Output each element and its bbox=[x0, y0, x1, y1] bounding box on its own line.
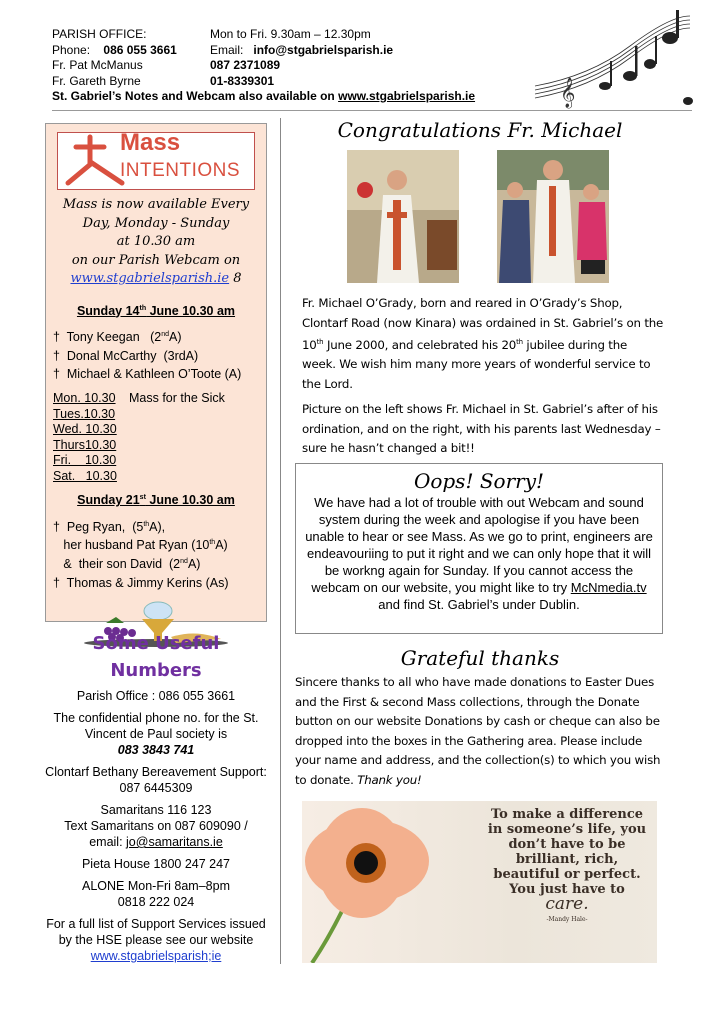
phone: 086 055 3661 bbox=[103, 42, 177, 57]
flower-image bbox=[302, 801, 472, 963]
intention-item: † Thomas & Jimmy Kerins (As) bbox=[53, 575, 229, 590]
hse-website-link[interactable]: www.stgabrielsparish;ie bbox=[90, 949, 222, 963]
quote-author: -Mandy Hale- bbox=[546, 916, 588, 923]
samaritans-email-link[interactable]: jo@samaritans.ie bbox=[126, 835, 223, 849]
alone-number: 0818 222 024 bbox=[117, 895, 195, 909]
logo-word-intentions: INTENTIONS bbox=[120, 160, 241, 181]
sunday1-heading: Sunday 14th June 10.30 am bbox=[76, 303, 236, 318]
hse-text: For a full list of Support Services issued by the HSE please see our website bbox=[46, 917, 266, 947]
alone-hours: ALONE Mon-Fri 8am–8pm bbox=[82, 879, 230, 893]
weekday-mass: Fri. 10.30 bbox=[53, 453, 117, 468]
oops-title: Oops! Sorry! bbox=[413, 469, 545, 493]
oops-body: We have had a lot of trouble with out Webcam and sound system during the week and apologise if you have been unable to hear or see Mass. As we go to print, engineers are endeavouriing to put it right and we can only hope that it will be workng again for Sunday. If you cannot access the webcam on our website, you might like to try McNmedia.tv and find St. Gabriel’s under Dublin. bbox=[305, 495, 653, 612]
congrats-title: Congratulations Fr. Michael bbox=[337, 118, 623, 142]
email-label: Email: bbox=[210, 42, 244, 57]
mcnmedia-link[interactable]: McNmedia.tv bbox=[570, 580, 647, 595]
weekday-mass: Tues.10.30 bbox=[53, 406, 116, 421]
mass-intentions-logo bbox=[57, 129, 255, 190]
sunday2-heading: Sunday 21st June 10.30 am bbox=[77, 493, 235, 508]
phone-label: Phone: bbox=[52, 42, 91, 57]
samaritans-text: Text Samaritans on 087 609090 / bbox=[64, 819, 248, 833]
mass-intro: Mass is now available Every Day, Monday - Sunday bbox=[62, 197, 250, 231]
intention-item: † Peg Ryan, (5thA), bbox=[53, 519, 166, 534]
office-label: PARISH OFFICE: bbox=[52, 27, 147, 41]
useful-title: Some Useful Numbers bbox=[92, 633, 220, 681]
weekday-mass: Wed. 10.30 bbox=[53, 422, 117, 437]
logo-word-mass: Mass bbox=[120, 129, 181, 156]
parish-office-number: Parish Office : 086 055 3661 bbox=[76, 689, 236, 703]
email-link[interactable]: info@stgabrielsparish.ie bbox=[253, 42, 394, 57]
samaritans-number: Samaritans 116 123 bbox=[100, 803, 212, 817]
oops-sorry-box bbox=[295, 463, 663, 634]
photo-fr-michael-with-parents bbox=[497, 150, 609, 283]
priest2: Fr. Gareth Byrne bbox=[52, 73, 141, 88]
music-notes-image bbox=[530, 6, 695, 111]
pieta-number: Pieta House 1800 247 247 bbox=[81, 857, 231, 871]
header-divider bbox=[52, 110, 692, 111]
intention-item: † Michael & Kathleen O’Toote (A) bbox=[53, 367, 242, 382]
useful-numbers bbox=[45, 630, 267, 970]
weekday-schedule bbox=[53, 391, 259, 484]
webcam-link[interactable]: www.stgabrielsparish.ie bbox=[70, 271, 230, 286]
thanks-body: Sincere thanks to all who have made donations to Easter Dues and the First & second Mass collections, through the Donate button on our website Donations by cash or cheque can also be dropped into the boxes in the Gathering area. Please include your name and address, and the collection(s) to which you wish to donate. Thank you! bbox=[295, 675, 661, 787]
office-hours: Mon to Fri. 9.30am – 12.30pm bbox=[210, 27, 371, 41]
thanks-title: Grateful thanks bbox=[400, 646, 560, 670]
weekday-mass: Sat. 10.30 bbox=[53, 468, 117, 483]
weekday-mass: Mon. 10.30 Mass for the Sick bbox=[53, 391, 225, 406]
intention-item: her husband Pat Ryan (10thA) bbox=[53, 538, 228, 553]
priest2-phone: 01-8339301 bbox=[210, 73, 275, 88]
mass-time: at 10.30 am bbox=[116, 234, 196, 249]
congrats-body: Fr. Michael O’Grady, born and reared in O’Grady’s Shop, Clontarf Road (now Kinara) was ordained in St. Gabriel’s on the 10th June 2000, and celebrated his 20th jubilee during the week. We wish him many more years of wonderful service to the Lord. Picture on the left shows Fr. Michael in St. Gabriel’s after of his ordination, and on the right, with his parents last Wednesday – sure he hasn’t changed a bit!! bbox=[302, 296, 664, 456]
email-label: email: bbox=[89, 835, 127, 849]
notes-text: St. Gabriel’s Notes and Webcam also available on bbox=[52, 89, 339, 103]
quote-last-word: care. bbox=[545, 894, 589, 914]
parish-office-header bbox=[52, 27, 532, 105]
quote-image bbox=[302, 801, 657, 963]
svg-text:𝄞: 𝄞 bbox=[560, 78, 576, 108]
quote-text: To make a difference in someone’s life, you don’t have to be brilliant, rich, beautiful or perfect. You just have to bbox=[487, 807, 647, 897]
sunday1-intentions bbox=[53, 327, 259, 383]
intention-item: † Tony Keegan (2ndA) bbox=[53, 330, 182, 345]
website-link[interactable]: www.stgabrielsparish.ie bbox=[338, 89, 476, 103]
priest1-phone: 087 2371089 bbox=[210, 58, 281, 72]
bethany-number: Clontarf Bethany Bereavement Support: 087 6445309 bbox=[45, 765, 267, 795]
priest1: Fr. Pat McManus bbox=[52, 58, 143, 72]
intention-item: † Donal McCarthy (3rdA) bbox=[53, 348, 199, 363]
column-divider bbox=[280, 118, 281, 964]
photo-fr-michael-ordination bbox=[347, 150, 459, 283]
sunday2-intentions bbox=[53, 517, 259, 592]
svp-number: 083 3843 741 bbox=[117, 743, 195, 757]
svp-text: The confidential phone no. for the St. Vincent de Paul society is bbox=[53, 711, 259, 741]
intention-item: & their son David (2ndA) bbox=[53, 557, 201, 572]
mass-intentions-box bbox=[45, 123, 267, 622]
intro-suffix: 8 bbox=[229, 271, 242, 286]
mass-webcam: on our Parish Webcam on bbox=[71, 252, 241, 268]
weekday-mass: Thurs10.30 bbox=[53, 437, 117, 452]
